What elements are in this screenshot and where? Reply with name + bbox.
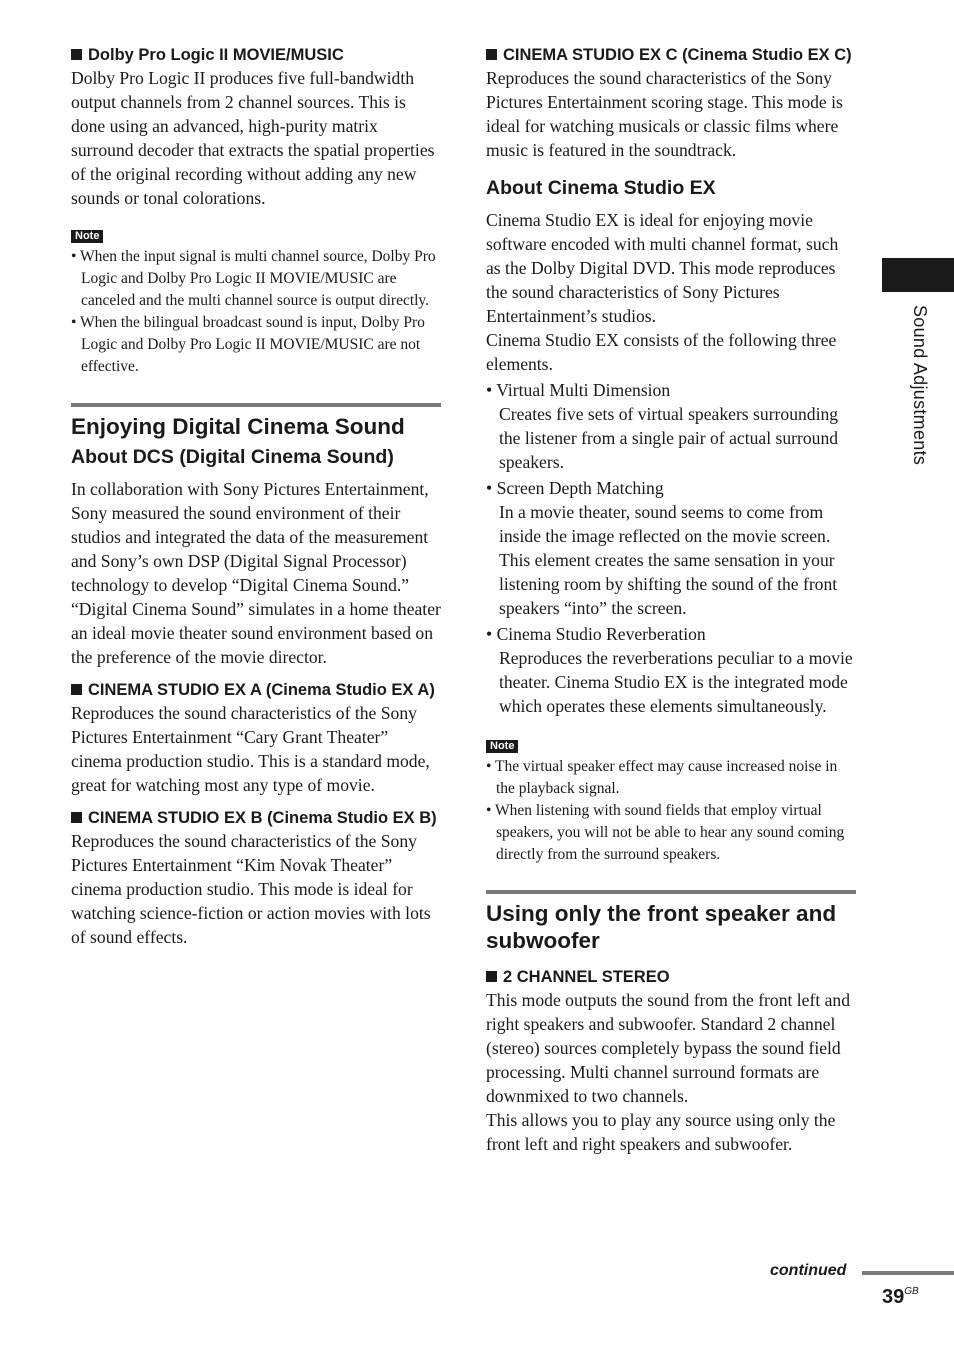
note-list — [71, 246, 441, 378]
right-column — [486, 44, 856, 1156]
note-list — [486, 756, 856, 866]
dcs-body: In collaboration with Sony Pictures Entertainment, Sony measured the sound environment of their studios and integrated the data of the measurement and Sony’s own DSP (Digital Signal Processor) technology to develop “Digital Cinema Sound.” “Digital Cinema Sound” simulates in a home theater an ideal movie theater sound environment based on the preference of the movie director. — [71, 479, 441, 667]
note-item: • When listening with sound fields that employ virtual speakers, you will not be able to hear any sound coming directly from the surround speakers. — [486, 802, 845, 863]
cinema-studio-ex-intro: Cinema Studio EX is ideal for enjoying movie software encoded with multi channel format, such as the Dolby Digital DVD. This mode reproduces the sound characteristics of Sony Pictures Entertainment’s studios. — [486, 210, 839, 326]
square-bullet-icon — [71, 49, 82, 60]
dolby-pro-logic-body: Dolby Pro Logic II produces five full-bandwidth output channels from 2 channel sources. This is done using an advanced, high-purity matrix surround decoder that extracts the spatial properties of the original recording without adding any new sounds or tonal colorations. — [71, 68, 435, 208]
note-item: • When the bilingual broadcast sound is input, Dolby Pro Logic and Dolby Pro Logic II MOVIE/MUSIC are not effective. — [71, 314, 425, 375]
elements-list — [486, 378, 856, 718]
continued-bar — [862, 1271, 954, 1275]
section-heading-ex-c: CINEMA STUDIO EX C (Cinema Studio EX C) — [486, 44, 856, 66]
subsection-title-cinema-studio-ex: About Cinema Studio EX — [486, 177, 716, 199]
section-heading-ex-a: CINEMA STUDIO EX A (Cinema Studio EX A) — [71, 679, 441, 701]
section-heading-2ch-stereo: 2 CHANNEL STEREO — [486, 966, 856, 988]
section-title-front-speaker: Using only the front speaker and subwoofer — [486, 901, 837, 953]
section-heading-ex-b: CINEMA STUDIO EX B (Cinema Studio EX B) — [71, 807, 441, 829]
page-number: $39^{GB}$ — [882, 1286, 919, 1308]
list-item: • Virtual Multi Dimension Creates five sets of virtual speakers surrounding the listener from a single pair of actual surround speakers. — [486, 380, 839, 472]
list-item: • Cinema Studio Reverberation Reproduces the reverberations peculiar to a movie theater. Cinema Studio EX is the integrated mode which operates these elements simultaneously. — [486, 624, 853, 716]
chapter-label: Sound Adjustments — [910, 305, 930, 466]
ex-b-body: Reproduces the sound characteristics of the Sony Pictures Entertainment “Kim Novak Theater” cinema production studio. This mode is ideal for watching science-fiction or action movies with lots of sound effects. — [71, 831, 431, 947]
chapter-tab — [882, 258, 954, 292]
page-suffix: GB — [904, 1286, 919, 1297]
ex-c-body: Reproduces the sound characteristics of the Sony Pictures Entertainment scoring stage. This mode is ideal for watching musicals or classic films where music is featured in the soundtrack. — [486, 68, 843, 160]
cinema-studio-ex-elements-intro: Cinema Studio EX consists of the following three elements. — [486, 330, 837, 374]
note-badge: Note — [486, 740, 518, 753]
note-item: • When the input signal is multi channel source, Dolby Pro Logic and Dolby Pro Logic II MOVIE/MUSIC are canceled and the multi channel source is output directly. — [71, 248, 436, 309]
square-bullet-icon — [71, 812, 82, 823]
subsection-title-dcs: About DCS (Digital Cinema Sound) — [71, 446, 394, 468]
square-bullet-icon — [486, 49, 497, 60]
left-column — [71, 44, 441, 949]
list-item: • Screen Depth Matching In a movie theater, sound seems to come from inside the image reflected on the movie screen. This element creates the same sensation in your listening room by shifting the sound of the front speakers “into” the screen. — [486, 478, 838, 618]
ex-a-body: Reproduces the sound characteristics of the Sony Pictures Entertainment “Cary Grant Theater” cinema production studio. This is a standard mode, great for watching most any type of movie. — [71, 703, 430, 795]
square-bullet-icon — [486, 971, 497, 982]
stereo-body-2: This allows you to play any source using only the front left and right speakers and subwoofer. — [486, 1110, 836, 1154]
square-bullet-icon — [71, 684, 82, 695]
continued-label: continued — [770, 1262, 847, 1279]
section-heading-dolby-pro-logic: Dolby Pro Logic II MOVIE/MUSIC — [71, 44, 441, 66]
stereo-body: This mode outputs the sound from the front left and right speakers and subwoofer. Standard 2 channel (stereo) sources completely bypass the sound field processing. Multi channel surround formats are downmixed to two channels. — [486, 990, 851, 1106]
note-badge: Note — [71, 230, 103, 243]
section-title-digital-cinema: Enjoying Digital Cinema Sound — [71, 414, 405, 439]
note-item: • The virtual speaker effect may cause increased noise in the playback signal. — [486, 758, 838, 797]
